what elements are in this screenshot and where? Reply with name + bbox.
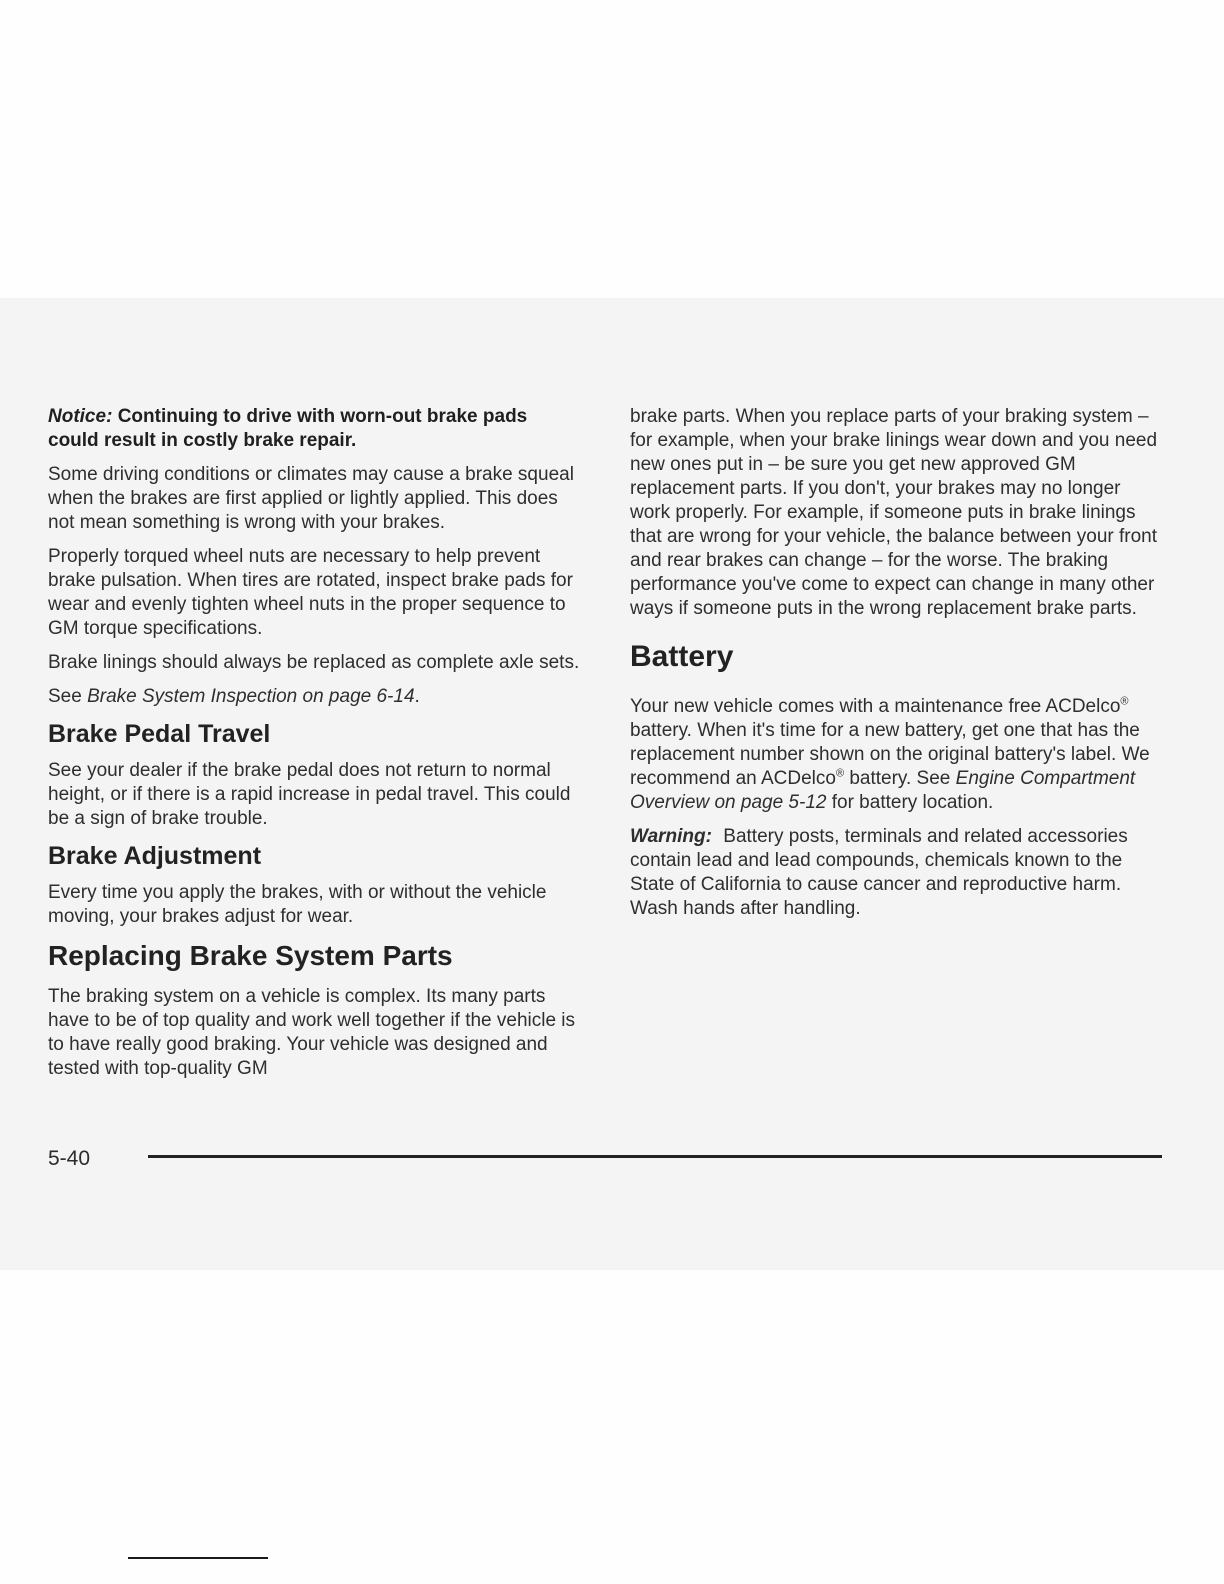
left-column <box>48 405 583 1091</box>
heading-replacing-brake-parts: Replacing Brake System Parts <box>48 940 453 971</box>
heading-battery: Battery <box>630 640 734 673</box>
battery-text-4: for battery location. <box>826 792 994 813</box>
battery-text-2: battery. When it's time for a new battery, get one that has the replacement number shown on the original battery's label. We recommend an ACDelco <box>630 720 1150 789</box>
footer-rule <box>148 1155 1162 1158</box>
heading-brake-adjustment: Brake Adjustment <box>48 842 262 870</box>
registered-mark: ® <box>1120 695 1129 708</box>
brake-linings-paragraph: Brake linings should always be replaced as complete axle sets. <box>48 652 580 673</box>
brake-adjustment-paragraph: Every time you apply the brakes, with or without the vehicle moving, your brakes adjust for wear. <box>48 882 547 927</box>
notice-text: Continuing to drive with worn-out brake pads could result in costly brake repair. <box>48 406 528 451</box>
warning-paragraph <box>630 825 1165 921</box>
page-number: 5-40 <box>48 1147 91 1170</box>
wheel-nuts-paragraph: Properly torqued wheel nuts are necessary to help prevent brake pulsation. When tires are rotated, inspect brake pads for wear and evenly tighten wheel nuts in the proper sequence to GM torque specifications. <box>48 546 573 639</box>
warning-label: Warning: <box>630 826 712 847</box>
battery-text-1: Your new vehicle comes with a maintenance free ACDelco <box>630 696 1121 717</box>
brake-squeal-paragraph: Some driving conditions or climates may cause a brake squeal when the brakes are first applied or lightly applied. This does not mean something is wrong with your brakes. <box>48 464 574 533</box>
see-suffix: . <box>414 686 420 707</box>
pedal-travel-paragraph: See your dealer if the brake pedal does not return to normal height, or if there is a rapid increase in pedal travel. This could be a sign of brake trouble. <box>48 760 571 829</box>
warning-text: Battery posts, terminals and related accessories contain lead and lead compounds, chemicals known to the State of California to cause cancer and reproductive harm. Wash hands after handling. <box>630 826 1128 919</box>
notice-paragraph <box>48 405 583 453</box>
replacing-parts-paragraph: The braking system on a vehicle is complex. Its many parts have to be of top quality and work well together if the vehicle is to have really good braking. Your vehicle was designed and tested with top-quality GM <box>48 986 576 1079</box>
heading-brake-pedal-travel: Brake Pedal Travel <box>48 720 271 748</box>
replacing-parts-continued-paragraph: brake parts. When you replace parts of your braking system – for example, when your brake linings wear down and you need new ones put in – be sure you get new approved GM replacement parts. If you don't, your brakes may no longer work properly. For example, if someone puts in brake linings that are wrong for your vehicle, the balance between your front and rear brakes can change – for the worse. The braking performance you've come to expect can change in many other ways if someone puts in the wrong replacement brake parts. <box>630 406 1158 619</box>
see-prefix: See <box>48 686 88 707</box>
battery-text-3: battery. See <box>844 768 956 789</box>
right-column <box>630 405 1165 931</box>
notice-label: Notice: <box>48 406 113 427</box>
bottom-rule <box>128 1557 268 1559</box>
registered-mark: ® <box>835 767 845 780</box>
see-reference-paragraph <box>48 685 583 709</box>
battery-paragraph <box>630 695 1165 815</box>
brake-inspection-link[interactable]: Brake System Inspection on page 6-14 <box>87 686 415 707</box>
engine-compartment-link[interactable]: Engine Compartment Overview on page 5-12 <box>630 768 1136 813</box>
